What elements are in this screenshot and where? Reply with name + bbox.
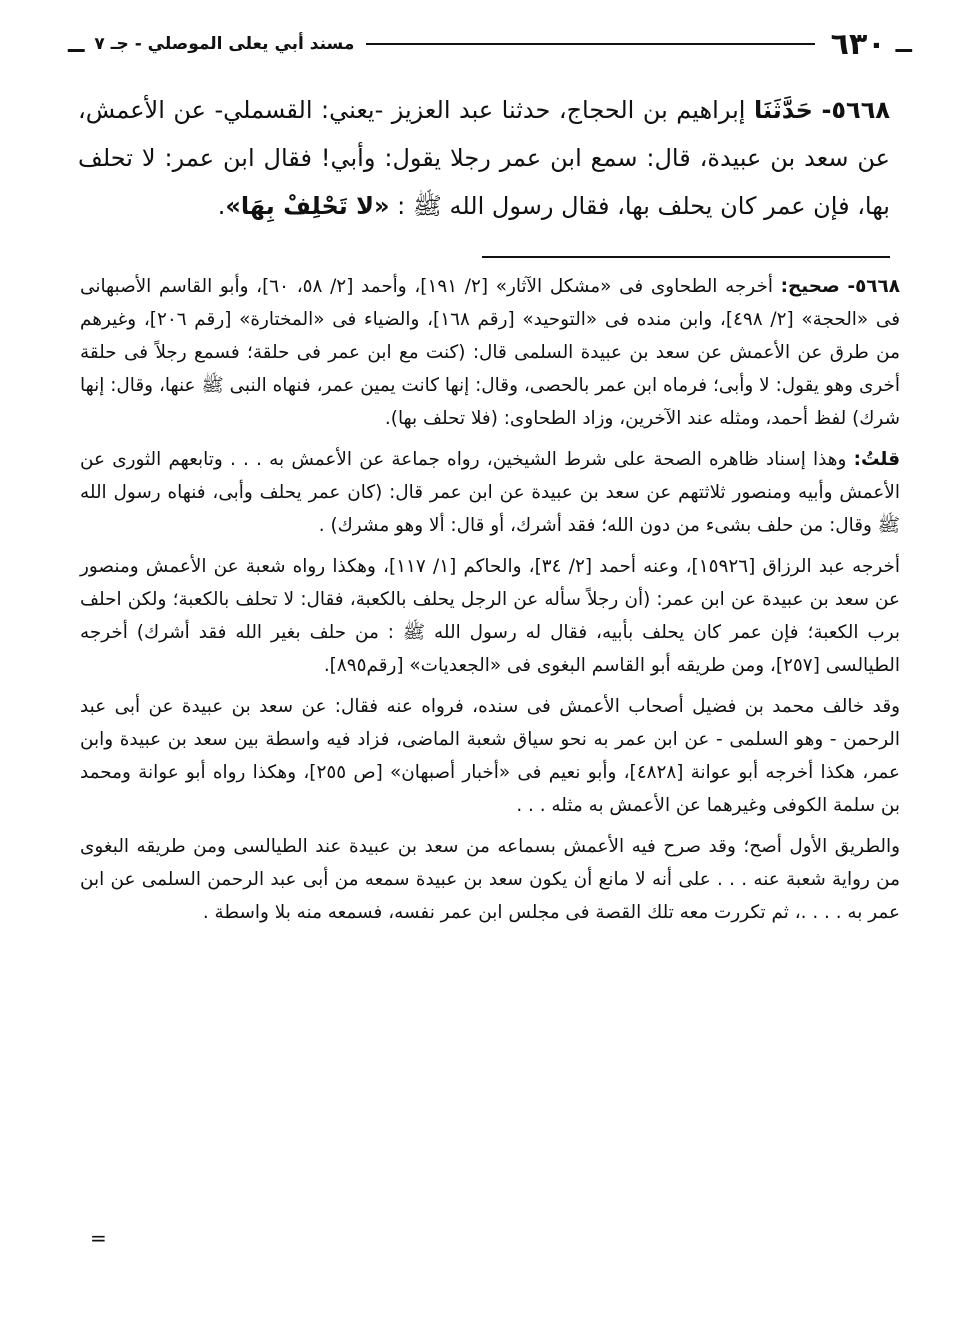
continuation-mark: =	[90, 1226, 107, 1250]
hadith-body: إبراهيم بن الحجاج، حدثنا عبد العزيز -يعني: القسملي- عن الأعمش، عن سعد بن عبيدة، قال: سمع ابن عمر رجلا يقول: وأبي! فقال ابن عمر: لا تحلف بها، فإن عمر كان يحلف بها، فقال رسول الله ﷺ :	[78, 96, 890, 220]
header-end-dash: ــ	[68, 30, 85, 58]
footnote-paragraph-5: والطريق الأول أصح؛ وقد صرح فيه الأعمش بسماعه من سعد بن عبيدة عند الطيالسى ومن طريقه البغوى من رواية شعبة عنه . . . على أنه لا مانع أن يكون سعد بن عبيدة سمعه من أبى عبد الرحمن السلمى عن ابن عمر به . . . .، ثم تكررت معه تلك القصة فى مجلس ابن عمر نفسه، فسمعه منه بلا واسطة .	[80, 836, 900, 923]
book-title: مسند أبي يعلى الموصلي - جـ ٧	[94, 34, 355, 54]
grading-label: صحيح:	[780, 276, 840, 297]
hadith-number: ٥٦٦٨-	[821, 96, 890, 124]
footnote-takhrij-text: أخرجه الطحاوى فى «مشكل الآثار» [٢/ ١٩١]، وأحمد [٢/ ٥٨، ٦٠]، وأبو القاسم الأصبهانى فى «الحجة» [٢/ ٤٩٨]، وابن منده فى «التوحيد» [رقم ١٦٨]، والضياء فى «المختارة» [رقم ٢٠٦]، وغيرهم من طرق عن الأعمش عن سعد بن عبيدة السلمى قال: (كنت مع ابن عمر فى حلقة؛ فسمع رجلاً فى حلقة أخرى وهو يقول: لا وأبى؛ فرماه ابن عمر بالحصى، وقال: إنها كانت يمين عمر، فنهاه النبى ﷺ عنها، وقال: إنها شرك) لفظ أحمد، ومثله عند الآخرين، وزاد الطحاوى: (فلا تحلف بها).	[80, 276, 900, 429]
header-rule	[366, 43, 814, 45]
page-header	[68, 24, 912, 64]
hadith-opening: حَدَّثَنَا	[753, 96, 813, 124]
footnote-paragraph-3: أخرجه عبد الرزاق [١٥٩٢٦]، وعنه أحمد [٢/ ٣٤]، والحاكم [١/ ١١٧]، وهكذا رواه شعبة عن الأعمش ومنصور عن سعد بن عبيدة عن ابن عمر: (أن رجلاً سأله عن الرجل يحلف بالكعبة، فقال: لا تحلف بالكعبة؛ ولكن احلف برب الكعبة؛ فإن عمر كان يحلف بأبيه، فقال له رسول الله ﷺ : من حلف بغير الله فقد أشرك) أخرجه الطيالسى [٢٥٧]، ومن طريقه أبو القاسم البغوى فى «الجعديات» [رقم٨٩٥].	[80, 556, 900, 676]
header-dash: ــ	[895, 30, 912, 58]
hadith-text	[78, 86, 890, 230]
qultu-text: وهذا إسناد ظاهره الصحة على شرط الشيخين، رواه جماعة عن الأعمش به . . . وتابعهم الثورى عن الأعمش وأبيه ومنصور ثلاثتهم عن سعد بن عبيدة عن ابن عمر قال: (كان عمر يحلف وأبى، فنهاه رسول الله ﷺ وقال: من حلف بشىء من دون الله؛ فقد أشرك، أو قال: ألا وهو مشرك) .	[80, 449, 900, 536]
hadith-quote: «لا تَحْلِفْ بِهَا»	[225, 192, 390, 220]
footnotes	[80, 270, 900, 937]
page-number: ٦٣٠	[830, 26, 886, 62]
footnote-takhrij	[80, 270, 900, 435]
hadith-end: .	[217, 192, 226, 220]
footnote-number: ٥٦٦٨-	[847, 276, 900, 297]
qultu-label: قلتُ:	[853, 449, 900, 470]
footnote-paragraph-4: وقد خالف محمد بن فضيل أصحاب الأعمش فى سنده، فرواه عنه فقال: عن سعد بن عبيدة عن أبى عبد الرحمن - وهو السلمى - عن ابن عمر به نحو سياق شعبة الماضى، فزاد فيه واسطة بين سعد بن عبيدة وابن عمر، هكذا أخرجه أبو عوانة [٤٨٢٨]، وأبو نعيم فى «أخبار أصبهان» [ص ٢٥٥]، وهكذا رواه أبو عوانة ومحمد بن سلمة الكوفى وغيرهما عن الأعمش به مثله . . .	[80, 696, 901, 816]
footnote-separator	[482, 256, 890, 258]
footnote-qultu	[80, 443, 900, 542]
